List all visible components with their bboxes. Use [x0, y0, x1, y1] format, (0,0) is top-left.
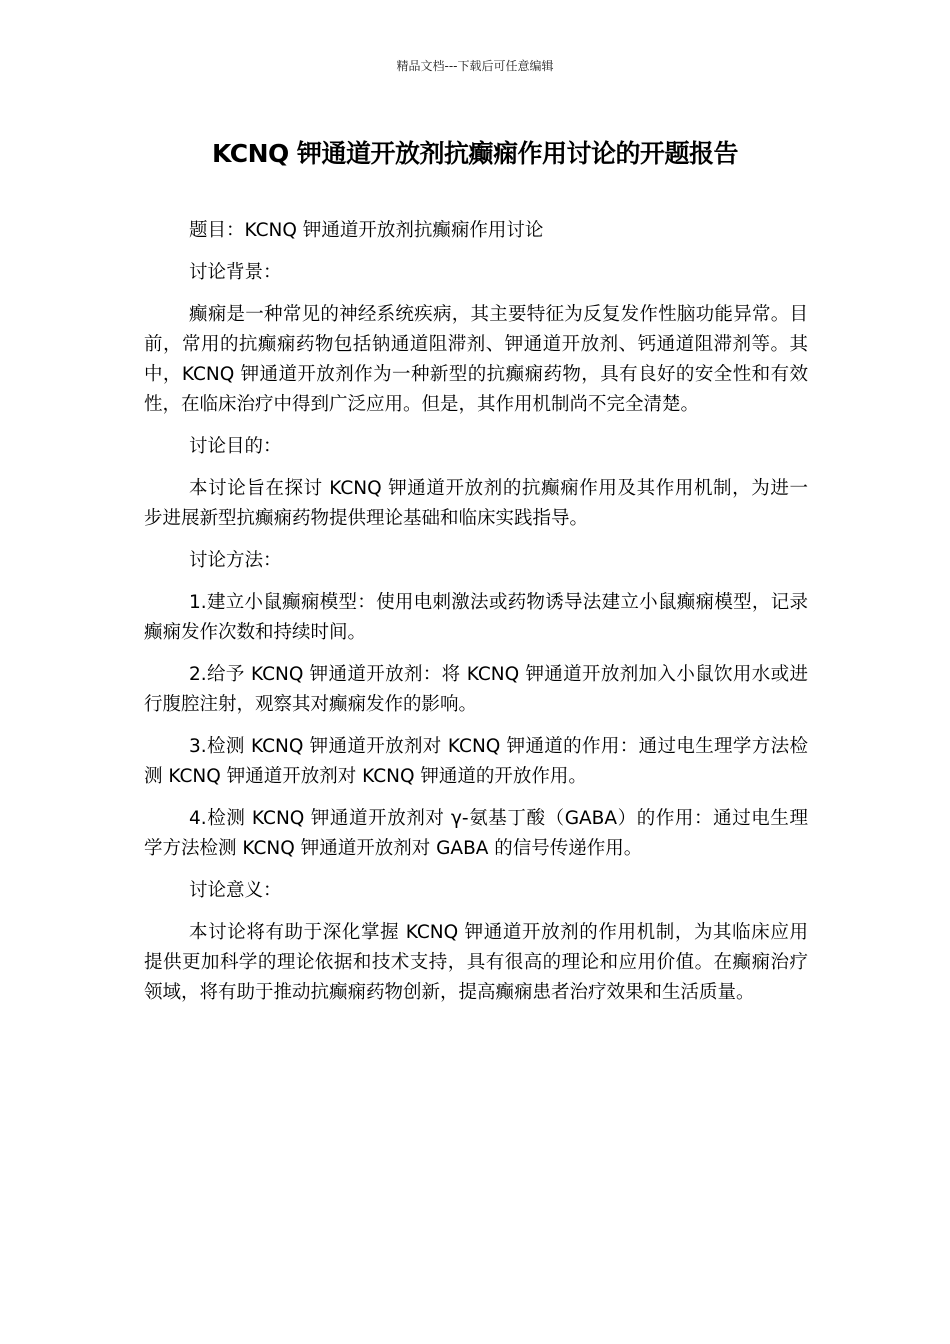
method-item-1: 1.建立小鼠癫痫模型：使用电刺激法或药物诱导法建立小鼠癫痫模型，记录癫痫发作次数和持续时间。	[144, 592, 808, 643]
method-item-4: 4.检测 KCNQ 钾通道开放剂对 γ-氨基丁酸（GABA）的作用：通过电生理学方法检测 KCNQ 钾通道开放剂对 GABA 的信号传递作用。	[144, 808, 808, 859]
section-heading-purpose: 讨论目的：	[189, 436, 282, 457]
section-heading-significance: 讨论意义：	[189, 880, 282, 901]
document-body	[144, 216, 808, 1020]
method-item-2: 2.给予 KCNQ 钾通道开放剂：将 KCNQ 钾通道开放剂加入小鼠饮用水或进行腹腔注射，观察其对癫痫发作的影响。	[144, 664, 808, 715]
background-paragraph: 癫痫是一种常见的神经系统疾病，其主要特征为反复发作性脑功能异常。目前，常用的抗癫痫药物包括钠通道阻滞剂、钾通道开放剂、钙通道阻滞剂等。其中，KCNQ 钾通道开放剂作为一种新型的抗癫痫药物，具有良好的安全性和有效性，在临床治疗中得到广泛应用。但是，其作用机制尚不完全清楚。	[144, 304, 808, 415]
document-title: KCNQ 钾通道开放剂抗癫痫作用讨论的开题报告	[212, 139, 738, 168]
page-header: 精品文档---下载后可任意编辑	[396, 59, 554, 73]
section-heading-methods: 讨论方法：	[189, 550, 282, 571]
purpose-paragraph: 本讨论旨在探讨 KCNQ 钾通道开放剂的抗癫痫作用及其作用机制，为进一步进展新型抗癫痫药物提供理论基础和临床实践指导。	[144, 478, 808, 529]
method-item-3: 3.检测 KCNQ 钾通道开放剂对 KCNQ 钾通道的作用：通过电生理学方法检测 KCNQ 钾通道开放剂对 KCNQ 钾通道的开放作用。	[144, 736, 808, 787]
significance-paragraph: 本讨论将有助于深化掌握 KCNQ 钾通道开放剂的作用机制，为其临床应用提供更加科学的理论依据和技术支持，具有很高的理论和应用价值。在癫痫治疗领域，将有助于推动抗癫痫药物创新，提高癫痫患者治疗效果和生活质量。	[144, 922, 808, 1003]
topic-line: 题目：KCNQ 钾通道开放剂抗癫痫作用讨论	[189, 220, 544, 241]
section-heading-background: 讨论背景：	[189, 262, 282, 283]
